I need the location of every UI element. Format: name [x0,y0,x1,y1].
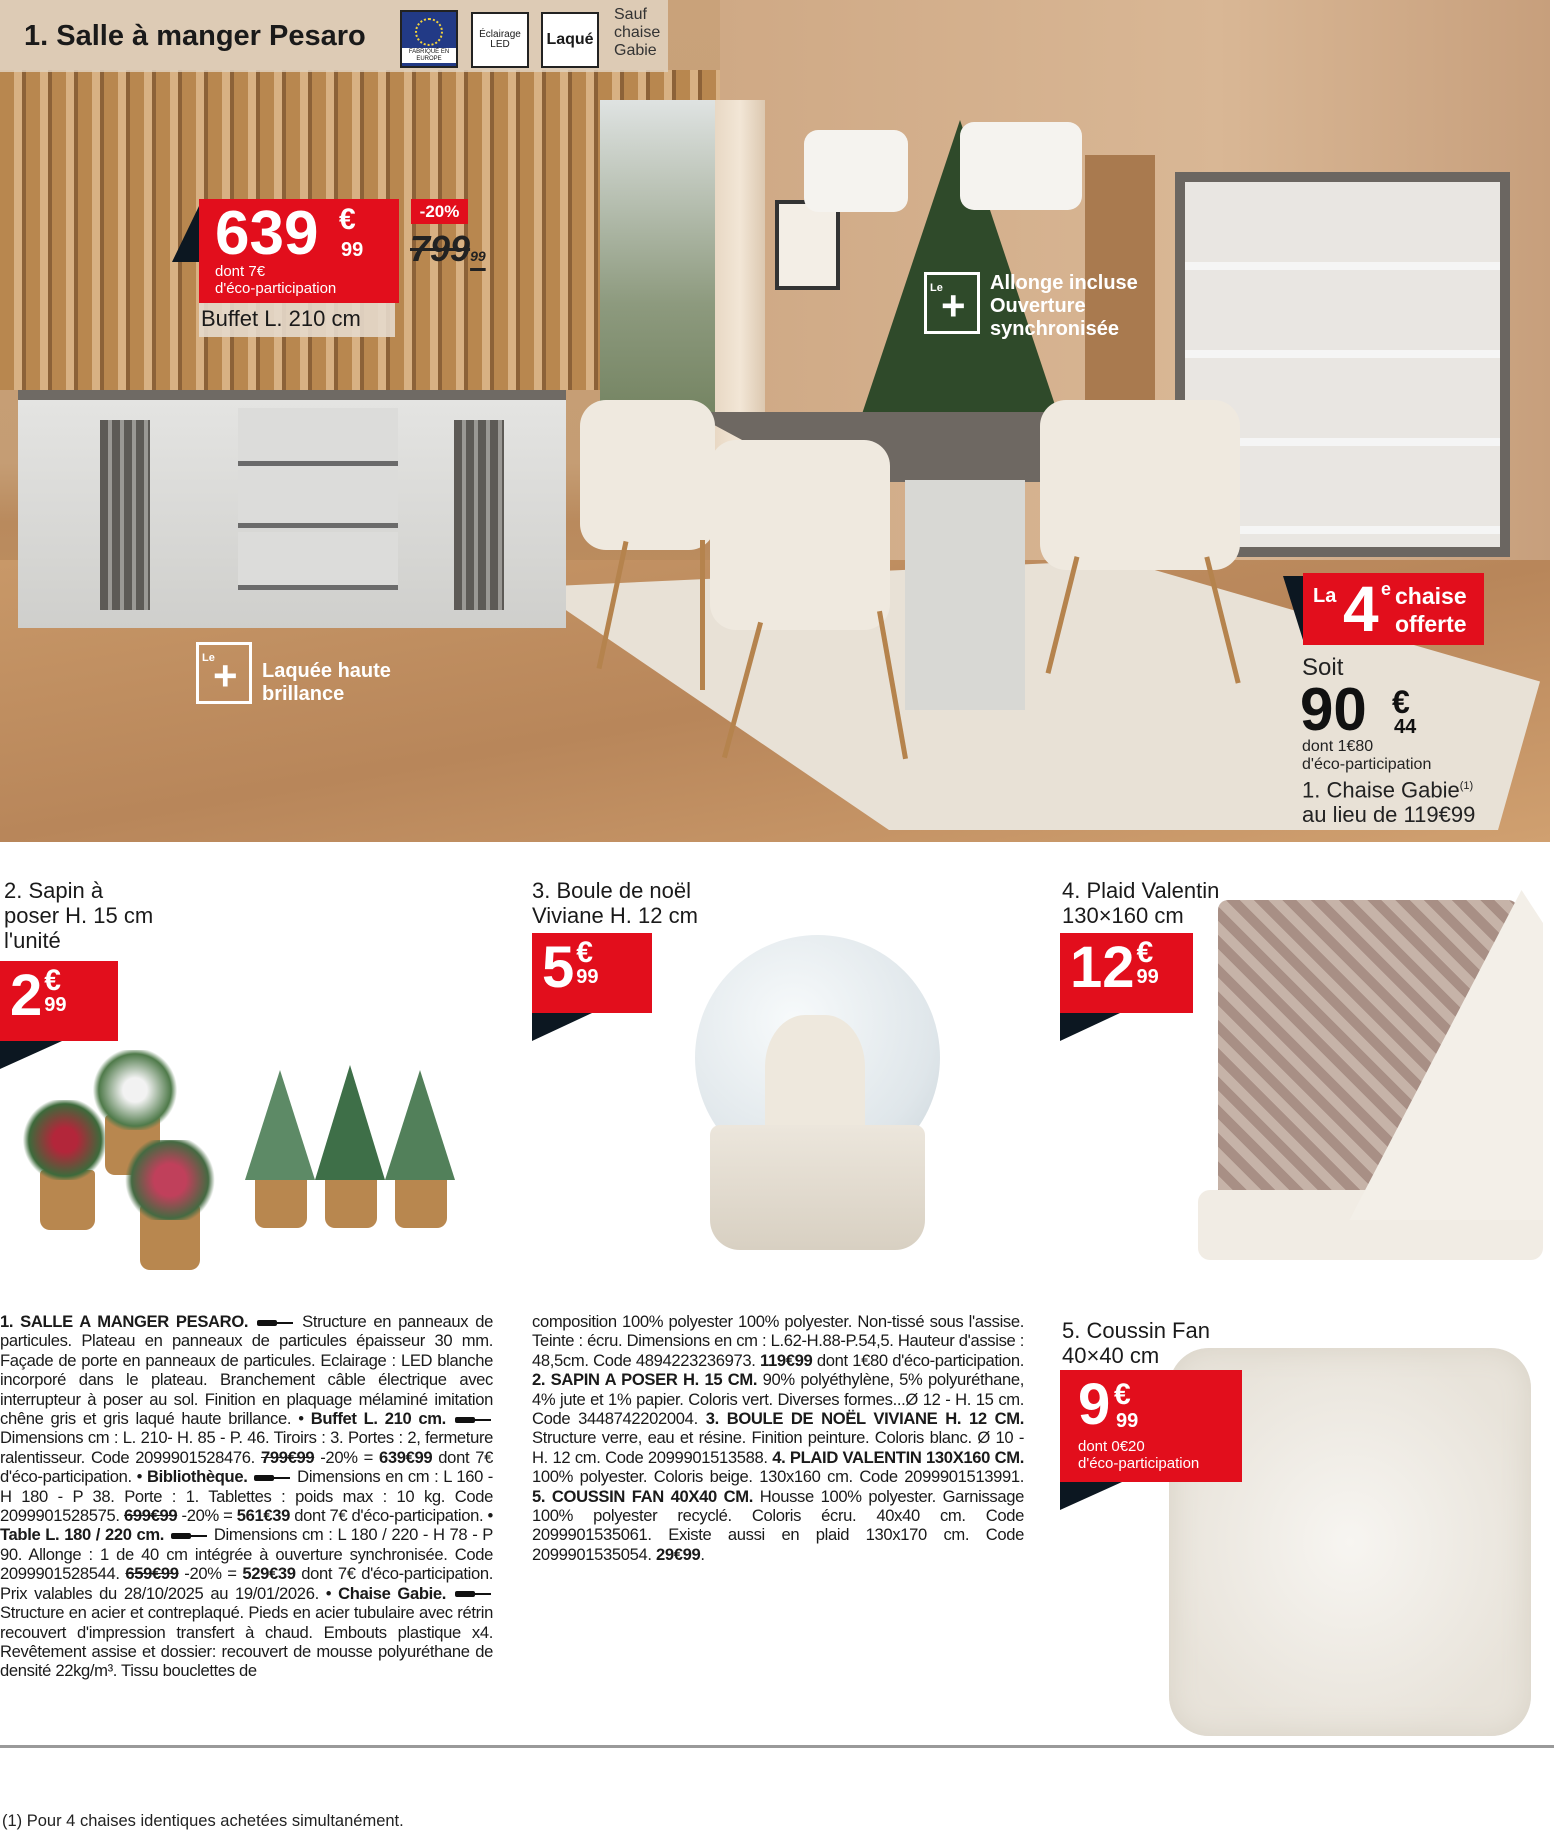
old-price-cents: 99 [470,248,486,264]
text: Dimensions cm : L 180 / 220 - H 78 - P 90. Allonge : 1 de 40 cm intégrée à ouverture synchronisée. Code 2099901528544. [0,1525,494,1584]
eco-line: dont 1€80 [1302,738,1374,755]
wall-art [775,200,840,290]
title-line: 40×40 cm [1062,1343,1160,1368]
eco-line: dont 0€20 [1078,1438,1145,1455]
price-tag-boule [532,933,652,1013]
eco-participation [1078,1438,1199,1472]
text: . [700,1544,705,1564]
text: dont 7€ d'éco-participation. • [0,1447,493,1487]
old-price [410,228,486,270]
text: composition 100% polyester 100% polyester. Non-tissé sous l'assise. Teinte : écru. Dimensions en cm : L.62-H.88-P.54,5. Hauteur d'assise : 48,5cm. Code 4894223236973. [532,1312,1024,1370]
bold-text: 1. SALLE A MANGER PESARO. [0,1312,256,1331]
legal-description-col1 [0,1312,493,1681]
price-currency: € [1114,1378,1131,1411]
title-line: 4. Plaid Valentin [1062,878,1220,903]
text: Structure en panneaux de particules. Plateau en panneaux de particules épaisseur 30 mm. Façade de porte en panneaux de particules. Eclairage : LED blanche incorporé dans le plateau. Branchement câble électrique avec interrupteur à poser au sol. Finition en plaquage mélaminé imitation chêne gris et gris laqué haute brillance. • [0,1312,494,1429]
bold-text: 119€99 [760,1350,813,1370]
struck-price: 699€99 [123,1506,178,1526]
footnote-ref: (1) [1459,780,1474,792]
note-line: Gabie [614,42,657,59]
arrow-icon [257,1320,293,1326]
bold-text: 2. SAPIN A POSER H. 15 CM. [532,1370,758,1390]
le-plus-icon: Le + [196,642,252,704]
struck-price: 799€99 [260,1447,315,1467]
lacquered-logo: Laqué [541,12,599,68]
arrow-icon [254,1475,290,1481]
text: Housse 100% polyester. Garnissage 100% polyester recyclé. Coloris écru. 40x40 cm. Code 2099901535061. Existe aussi en plaid 130x170 cm. Code 2099901535054. [532,1486,1024,1564]
le-plus-icon: Le + [924,272,980,334]
bold-text: Chaise Gabie. [338,1583,453,1603]
chair [580,400,715,550]
chair [710,440,890,630]
note-line: Sauf [614,6,647,23]
badge-line: Ouverture [990,295,1086,317]
arrow-icon [455,1417,491,1423]
arrow-icon [455,1591,491,1597]
made-in-europe-caption: FABRIQUÉ EN EUROPE [402,48,456,63]
bold-text: 4. PLAID VALENTIN 130X160 CM. [772,1447,1024,1467]
note-line: chaise [614,24,661,41]
chair-name [1302,774,1475,827]
price-currency: € [576,936,593,969]
plaid-image [1198,890,1543,1265]
offer-flag [1283,576,1303,640]
chair-eco [1302,738,1431,774]
price-flag [1060,1482,1122,1510]
buffet-label: Buffet L. 210 cm [199,303,395,337]
sapin-product-image [10,1040,480,1280]
badge-line: Laquée haute [262,660,391,682]
buffet-feature-badge [196,642,391,706]
buffet [18,390,566,628]
eco-participation [215,263,336,297]
offer-number: 4 [1343,573,1379,645]
text: dont 7€ d'éco-participation. • [290,1506,493,1526]
chair-price-euros: 90 [1300,676,1367,743]
price-currency: € [44,964,61,997]
title-line: 130×160 cm [1062,903,1184,928]
text: 90% polyéthylène, 5% polyuréthane, 4% jute et 1% papier. Coloris vert. Diverses formes...Ø 12 - H. 15 cm. Code 3448742202004. [532,1370,1024,1429]
badge-line: Allonge incluse [990,272,1138,294]
led-lighting-logo: Éclairage LED [471,12,529,68]
product-title-boule [532,878,698,928]
eu-stars-icon [415,18,443,46]
bold-text: 561€39 [236,1506,291,1526]
price-cents: 99 [44,994,67,1016]
chair-name-text: 1. Chaise Gabie [1302,777,1460,803]
price-currency: € [1136,936,1154,969]
offer-line: offerte [1395,611,1467,637]
product-title-plaid [1062,878,1219,928]
logo-exception-note [614,6,660,60]
legal-description-col2 [532,1312,1024,1564]
price-cents: 99 [341,239,364,261]
text: Structure en acier et contreplaqué. Pieds en acier tubulaire avec rétrin recouvert d'impression transfert à chaud. Embouts plastique x4. Revêtement assise et dossier: recouvert de mousse polyuréthane de densité 22kg/m³. Tissu bouclettes de [0,1603,493,1681]
text: -20% = [177,1506,237,1526]
arrow-icon [171,1533,207,1539]
window [600,100,720,440]
text: 100% polyester. Coloris beige. 130x160 cm. Code 2099901513991. [532,1467,1024,1487]
le-label: Le [930,282,943,294]
divider [0,1745,1554,1748]
price-tag-coussin [1060,1370,1242,1482]
badge-line: synchronisée [990,318,1119,340]
text: -20% = [178,1564,243,1584]
price-euros: 9 [1078,1372,1111,1437]
made-in-europe-logo [400,10,458,68]
text: Dimensions en cm : L 160 - H 180 - P 38. Porte : 1. Tablettes : poids max : 10 kg. Code 2099901528575. [0,1467,493,1526]
price-flag [1060,1013,1120,1041]
le-label: Le [202,652,215,664]
price-tag-sapin [0,961,118,1041]
product-title-sapin [4,878,153,953]
offer-sup: e [1381,579,1392,599]
chair-price-cents: 44 [1394,716,1417,738]
price-cents: 99 [1136,966,1159,988]
title-line: l'unité [4,928,61,953]
price-tag-plaid [1060,933,1193,1013]
offer-soit: Soit [1302,654,1344,681]
price-euros: 12 [1070,935,1135,1000]
price-flag [172,204,200,262]
badge-line: brillance [262,683,345,705]
title-line: 2. Sapin à [4,878,104,903]
title-line: poser H. 15 cm [4,903,154,928]
price-euros: 2 [10,963,43,1028]
bold-text: 3. BOULE DE NOËL VIVIANE H. 12 CM. [705,1409,1024,1429]
table-base [905,480,1025,710]
text: Dimensions cm : L. 210- H. 85 - P. 46. Tiroirs : 3. Portes : 2, fermeture ralentisseur. Code 2099901528476. [0,1428,493,1467]
text: -20% = [314,1447,379,1467]
chair-price-currency: € [1392,684,1410,720]
bold-text: Bibliothèque. [146,1467,253,1487]
bold-text: Buffet L. 210 cm. [310,1409,453,1429]
discount-badge: -20% [411,199,468,224]
bold-text: Table L. 180 / 220 cm. [0,1525,169,1545]
bold-text: 5. COUSSIN FAN 40X40 CM. [532,1486,753,1506]
struck-price: 659€99 [125,1564,179,1584]
footnote: (1) Pour 4 chaises identiques achetées simultanément. [2,1812,404,1830]
title-line: Viviane H. 12 cm [532,903,698,928]
text: dont 1€80 d'éco-participation. [812,1350,1024,1370]
bold-text: 529€39 [242,1564,296,1584]
snow-globe-image [695,935,940,1250]
text: dont 7€ d'éco-participation. Prix valables du 28/10/2025 au 19/01/2026. • [0,1564,493,1603]
eco-line: d'éco-participation [1302,756,1432,773]
price-cents: 99 [576,966,599,988]
page-title: 1. Salle à manger Pesaro [24,20,366,52]
eco-line: d'éco-participation [215,280,337,297]
fourth-chair-offer [1303,573,1484,645]
table-feature-badge [924,272,1138,341]
pendant-lamp [804,130,908,212]
eco-line: d'éco-participation [1078,1455,1200,1472]
buffet-price-tag [199,199,399,303]
bold-text: 639€99 [379,1447,433,1467]
chair-old-price: au lieu de 119€99 [1302,802,1476,828]
price-euros: 5 [542,935,575,1000]
product-title-coussin [1062,1318,1210,1368]
bold-text: 29€99 [655,1544,701,1564]
eco-line: dont 7€ [215,263,266,280]
price-flag [532,1013,592,1041]
price-euros: 639 [215,199,319,268]
offer-la: La [1313,585,1337,607]
price-cents: 99 [1116,1410,1139,1432]
text: Structure verre, eau et résine. Finition peinture. Coloris blanc. Ø 10 - H. 12 cm. Code 2099901513588. [532,1428,1024,1467]
title-line: 5. Coussin Fan [1062,1318,1210,1343]
chair [1040,400,1240,570]
old-price-euros: 799 [410,228,471,269]
title-line: 3. Boule de noël [532,878,692,903]
offer-line: chaise [1395,583,1467,609]
price-currency: € [339,203,356,236]
pendant-lamp [960,122,1082,210]
